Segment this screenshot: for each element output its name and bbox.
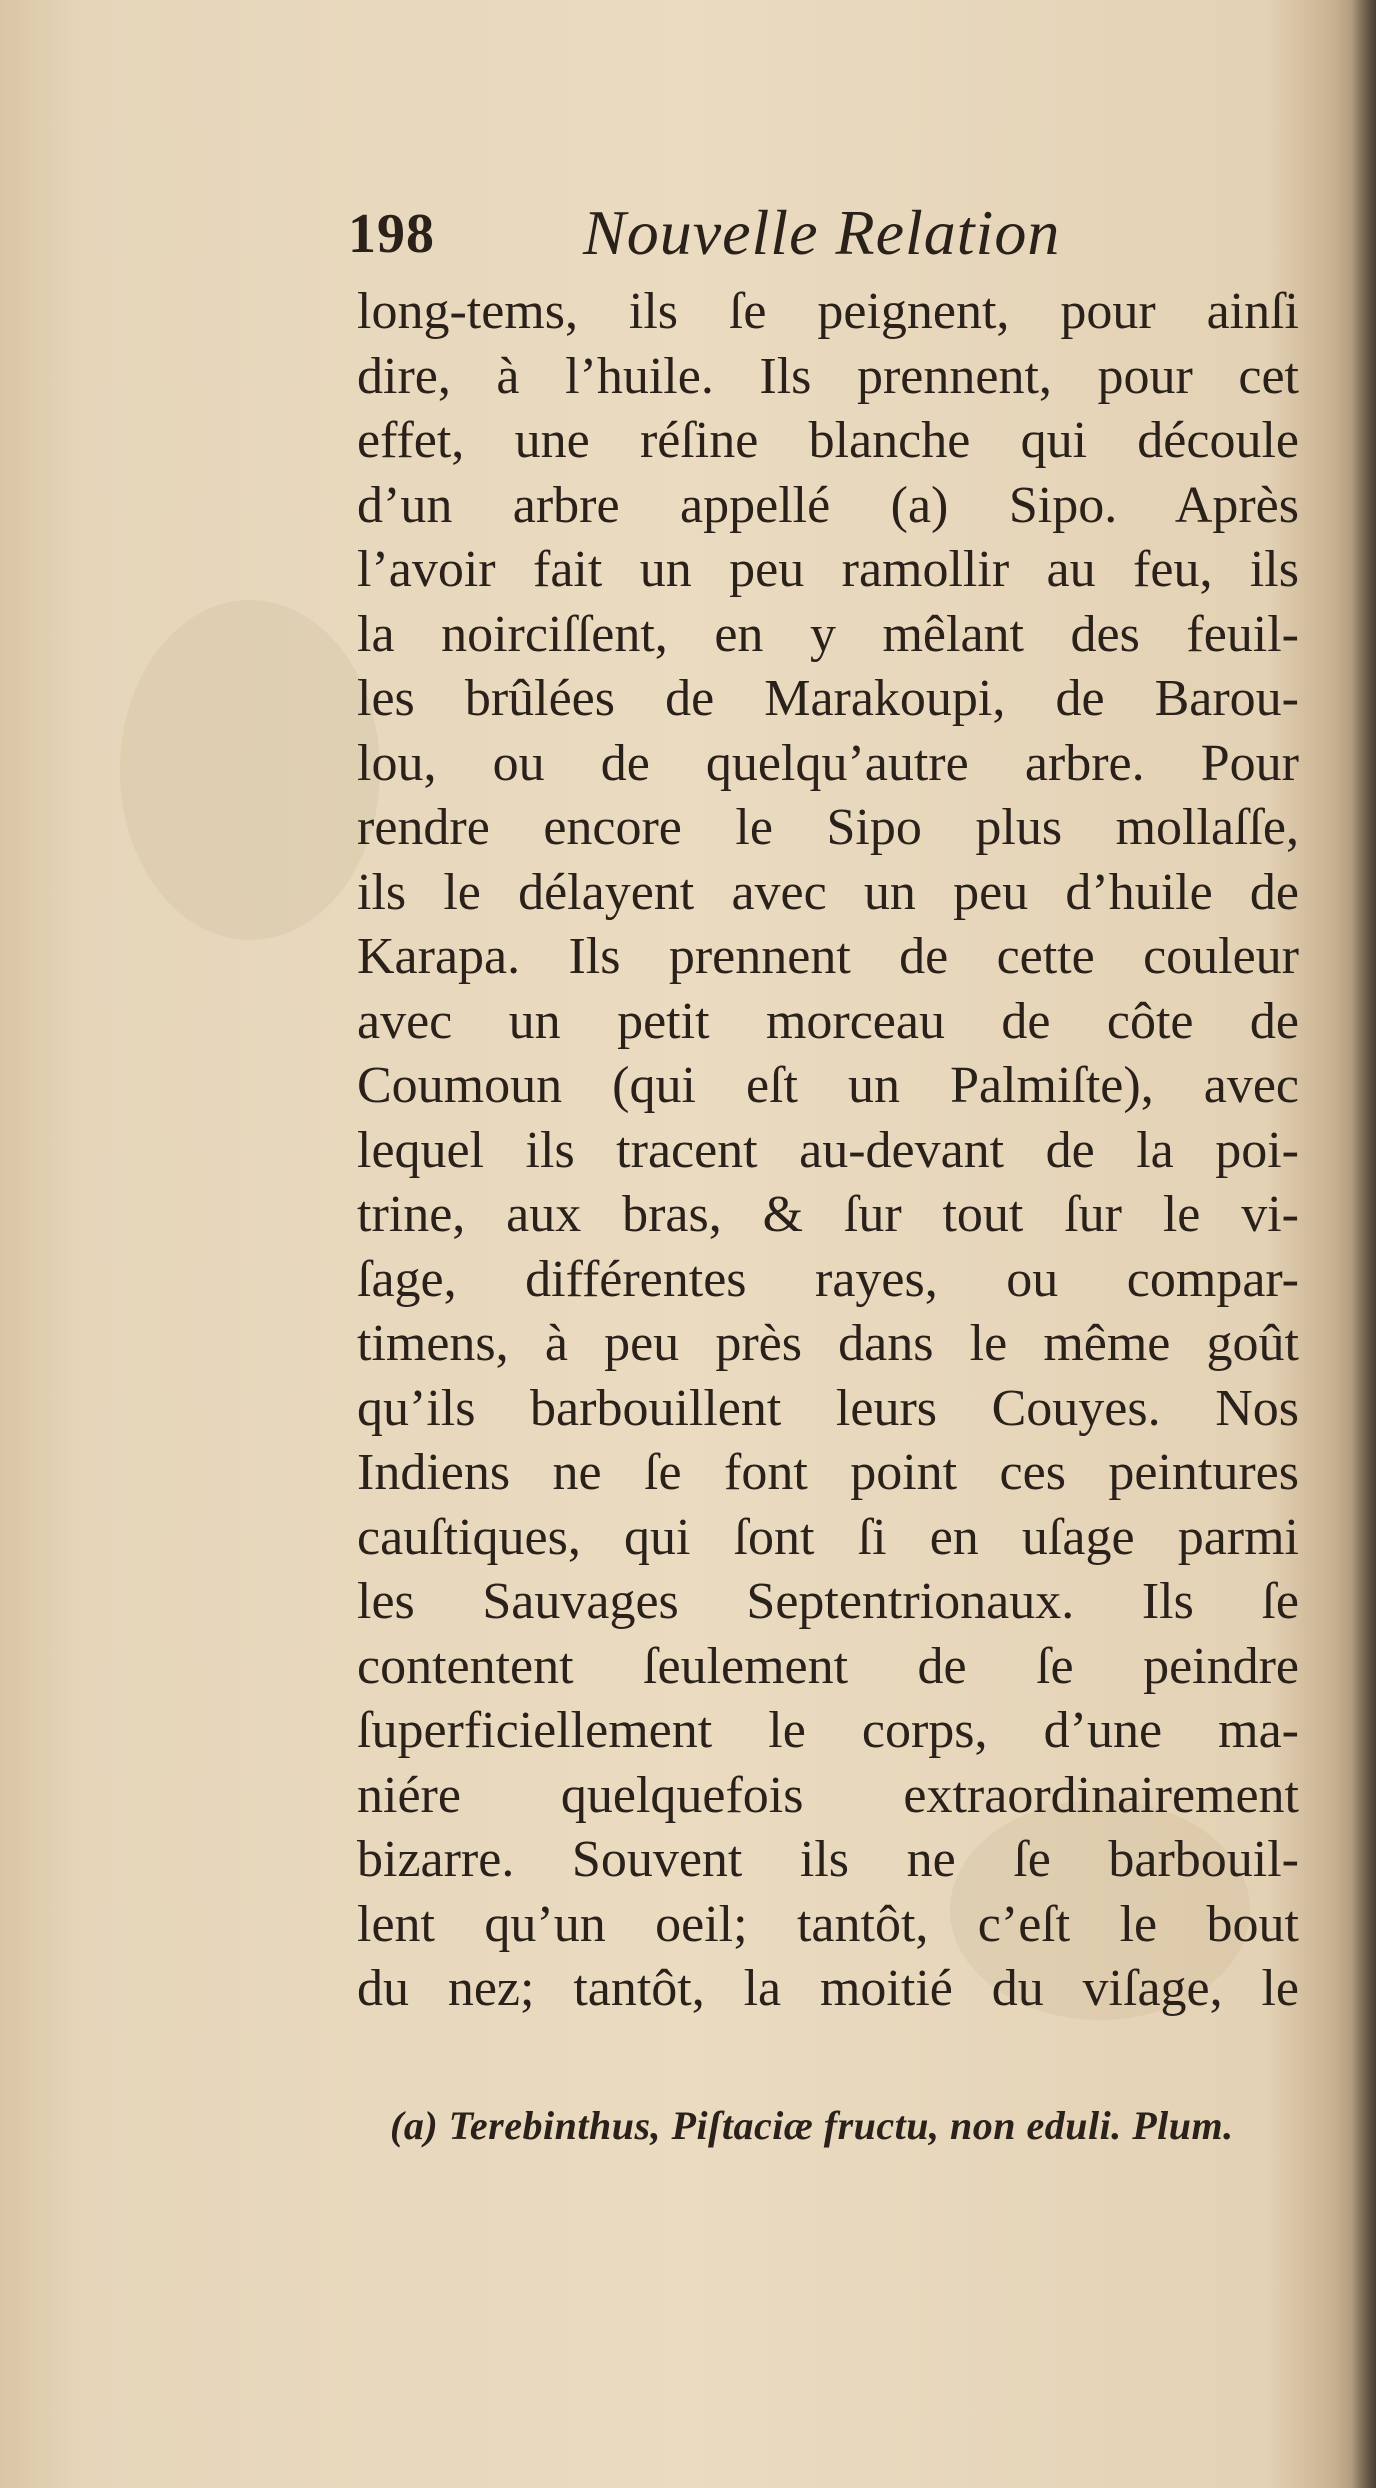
text-line: d’un arbre appellé (a) Sipo. Après bbox=[357, 476, 1299, 534]
text-line: lou, ou de quelqu’autre arbre. Pour bbox=[357, 734, 1299, 792]
text-line: la noirciſſent, en y mêlant des feuil- bbox=[357, 605, 1299, 663]
text-line: Indiens ne ſe font point ces peintures bbox=[357, 1444, 1299, 1501]
page-number: 198 bbox=[348, 203, 435, 265]
text-line: contentent ſeulement de ſe peindre bbox=[357, 1637, 1299, 1695]
text-line: ſuperficiellement le corps, d’une ma- bbox=[357, 1702, 1299, 1759]
body-text bbox=[357, 280, 1299, 2022]
text-line: lent qu’un oeil; tantôt, c’eſt le bout bbox=[357, 1895, 1299, 1953]
text-line: lequel ils tracent au-devant de la poi- bbox=[357, 1121, 1299, 1179]
text-line: cauſtiques, qui ſont ſi en uſage parmi bbox=[357, 1508, 1299, 1566]
text-line: dire, à l’huile. Ils prennent, pour cet bbox=[357, 347, 1299, 405]
text-line: Karapa. Ils prennent de cette couleur bbox=[357, 928, 1299, 985]
text-line: ſage, différentes rayes, ou compar- bbox=[357, 1250, 1299, 1308]
text-line: qu’ils barbouillent leurs Couyes. Nos bbox=[357, 1379, 1299, 1437]
text-line: du nez; tantôt, la moitié du viſage, le bbox=[357, 1960, 1299, 2017]
footnote: (a) Terebinthus, Piſtaciæ fructu, non eduli. Plum. bbox=[390, 2103, 1234, 2148]
text-line: avec un petit morceau de côte de bbox=[357, 992, 1299, 1050]
running-title: Nouvelle Relation bbox=[583, 197, 1061, 268]
paper-stain bbox=[120, 600, 380, 940]
text-line: les Sauvages Septentrionaux. Ils ſe bbox=[357, 1573, 1299, 1630]
text-line: l’avoir fait un peu ramollir au feu, ils bbox=[357, 541, 1299, 598]
text-line: effet, une réſine blanche qui découle bbox=[357, 412, 1299, 469]
text-line: bizarre. Souvent ils ne ſe barbouil- bbox=[357, 1831, 1299, 1888]
text-line: trine, aux bras, & ſur tout ſur le vi- bbox=[357, 1186, 1299, 1243]
text-line: long-tems, ils ſe peignent, pour ainſi bbox=[357, 283, 1299, 340]
page-header bbox=[348, 196, 1108, 276]
text-line: rendre encore le Sipo plus mollaſſe, bbox=[357, 799, 1299, 856]
text-line: les brûlées de Marakoupi, de Barou- bbox=[357, 670, 1299, 727]
page-edge-shadow bbox=[1352, 0, 1376, 2488]
text-line: timens, à peu près dans le même goût bbox=[357, 1315, 1299, 1372]
text-line: niére quelquefois extraordinairement bbox=[357, 1766, 1299, 1824]
text-line: Coumoun (qui eſt un Palmiſte), avec bbox=[357, 1057, 1299, 1114]
text-line: ils le délayent avec un peu d’huile de bbox=[357, 863, 1299, 921]
